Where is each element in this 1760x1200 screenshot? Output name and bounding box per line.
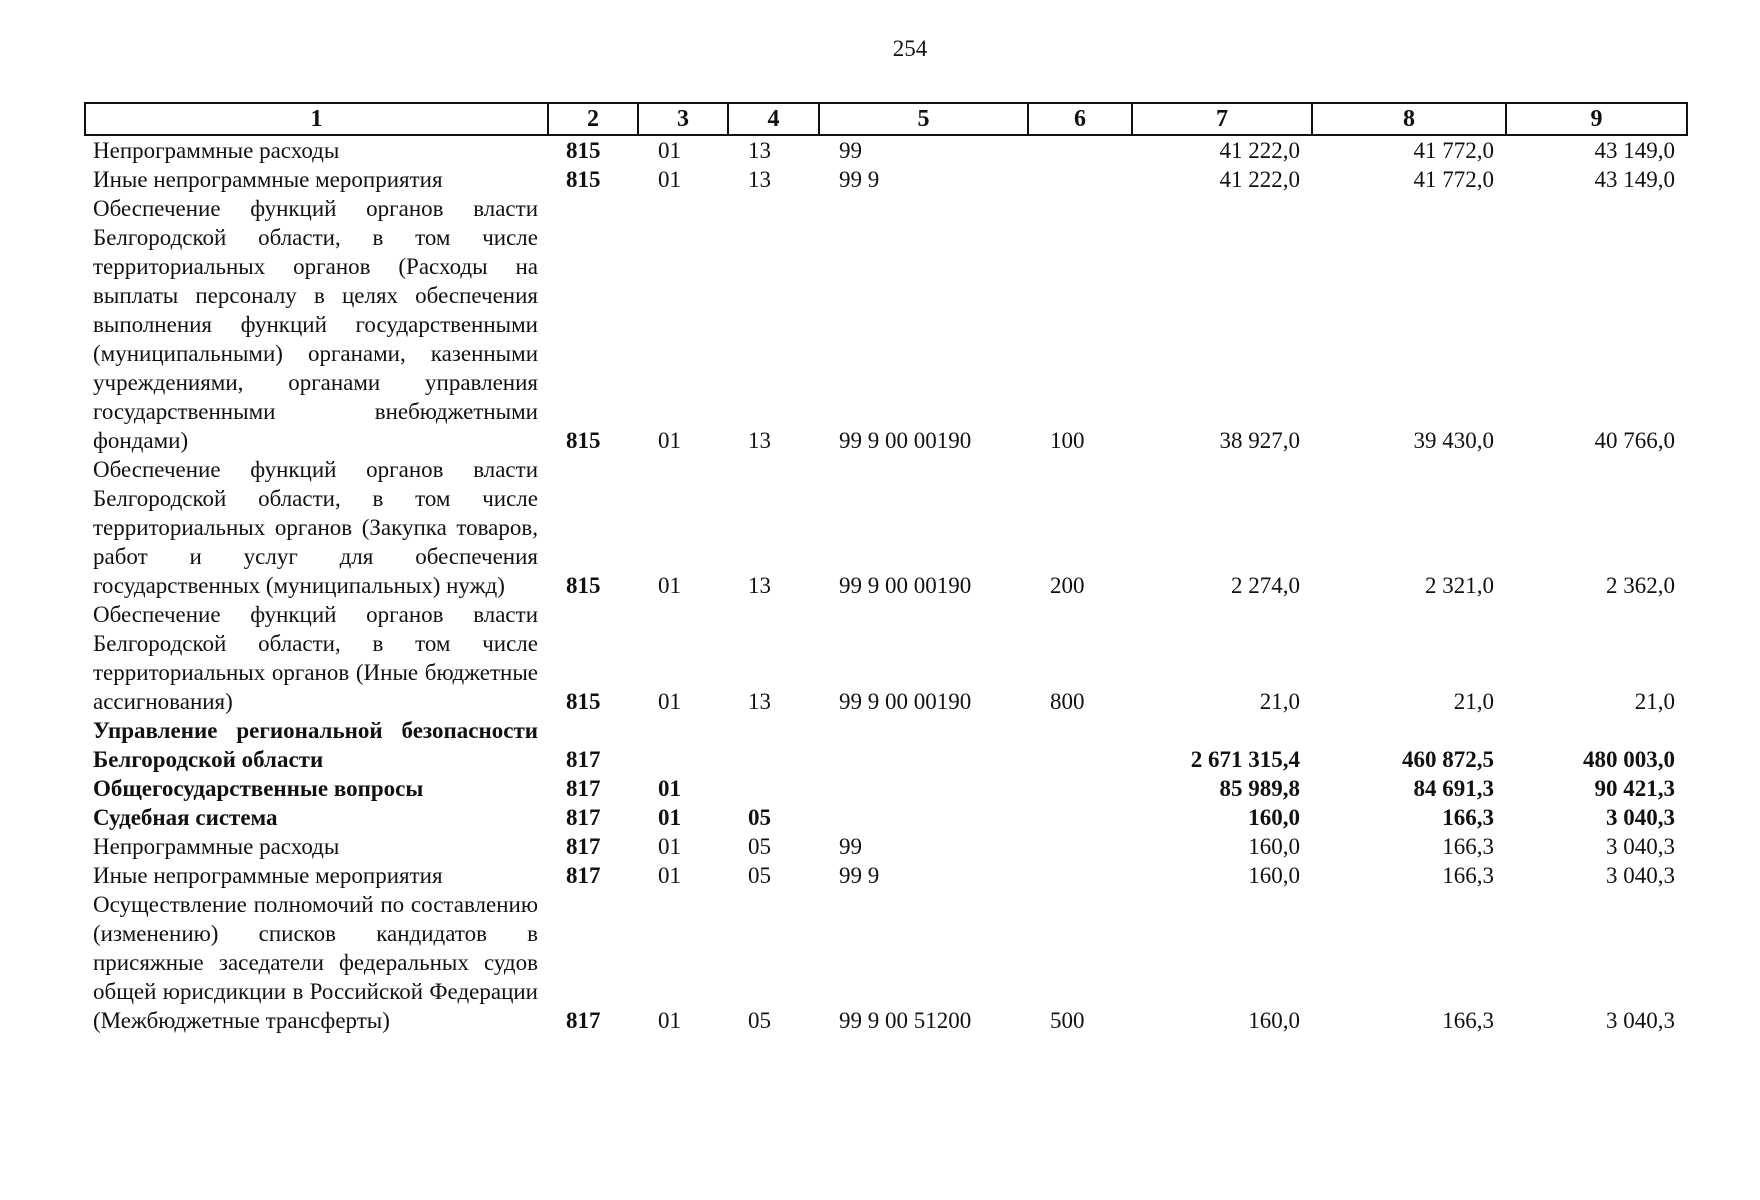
amount-col-8: 21,0 bbox=[1453, 689, 1494, 714]
row-name: Управление региональной безопасности Белгородской области bbox=[93, 718, 538, 772]
table-row bbox=[85, 135, 1687, 165]
expense-type-code: 200 bbox=[1050, 573, 1085, 598]
table-row bbox=[85, 861, 1687, 890]
amount-col-7: 160,0 bbox=[1248, 1008, 1300, 1033]
amount-col-8: 84 691,3 bbox=[1413, 776, 1494, 801]
column-header-4: 4 bbox=[728, 103, 819, 135]
amount-col-9: 43 149,0 bbox=[1594, 167, 1675, 192]
table-row bbox=[85, 774, 1687, 803]
article-code: 99 9 00 51200 bbox=[839, 1008, 972, 1033]
amount-col-7: 38 927,0 bbox=[1219, 428, 1300, 453]
section-code: 01 bbox=[658, 834, 681, 859]
subsection-code: 05 bbox=[748, 863, 771, 888]
amount-col-9: 90 421,3 bbox=[1594, 776, 1675, 801]
column-header-9: 9 bbox=[1506, 103, 1687, 135]
table-header bbox=[85, 103, 1687, 135]
column-header-3: 3 bbox=[638, 103, 728, 135]
amount-col-8: 2 321,0 bbox=[1425, 573, 1494, 598]
subsection-code: 13 bbox=[748, 428, 771, 453]
amount-col-9: 2 362,0 bbox=[1606, 573, 1675, 598]
article-code bbox=[819, 774, 1028, 803]
admin-code: 817 bbox=[566, 776, 601, 801]
amount-col-9: 21,0 bbox=[1634, 689, 1675, 714]
column-header-1: 1 bbox=[85, 103, 548, 135]
table-row bbox=[85, 716, 1687, 774]
admin-code: 815 bbox=[566, 573, 601, 598]
amount-col-8: 41 772,0 bbox=[1413, 138, 1494, 163]
amount-col-7: 2 274,0 bbox=[1231, 573, 1300, 598]
article-code: 99 9 00 00190 bbox=[839, 428, 972, 453]
row-name: Обеспечение функций органов власти Белгородской области, в том числе территориальных органов (Расходы на выплаты персоналу в целях обеспечения выполнения функций государственными (муниципальными) органами, казенными учреждениями, органами управления государственными внебюджетными фондами) bbox=[93, 196, 538, 453]
admin-code: 817 bbox=[566, 1008, 601, 1033]
amount-col-8: 460 872,5 bbox=[1402, 747, 1494, 772]
article-code: 99 9 bbox=[839, 167, 880, 192]
subsection-code bbox=[728, 774, 819, 803]
page-number: 254 bbox=[892, 36, 928, 61]
admin-code: 817 bbox=[566, 747, 601, 772]
amount-col-9: 3 040,3 bbox=[1606, 805, 1675, 830]
column-header-8: 8 bbox=[1312, 103, 1506, 135]
amount-col-9: 43 149,0 bbox=[1594, 138, 1675, 163]
row-name: Общегосударственные вопросы bbox=[93, 776, 424, 801]
amount-col-9: 3 040,3 bbox=[1606, 1008, 1675, 1033]
table-row bbox=[85, 194, 1687, 455]
amount-col-8: 166,3 bbox=[1442, 834, 1494, 859]
row-name: Обеспечение функций органов власти Белгородской области, в том числе территориальных органов (Закупка товаров, работ и услуг для обеспечения государственных (муниципальных) нужд) bbox=[93, 457, 538, 598]
amount-col-7: 41 222,0 bbox=[1219, 167, 1300, 192]
section-code: 01 bbox=[658, 428, 681, 453]
article-code bbox=[819, 803, 1028, 832]
section-code bbox=[638, 716, 728, 774]
expense-type-code bbox=[1028, 803, 1132, 832]
expense-type-code bbox=[1028, 716, 1132, 774]
amount-col-8: 166,3 bbox=[1442, 1008, 1494, 1033]
table-row bbox=[85, 803, 1687, 832]
section-code: 01 bbox=[658, 1008, 681, 1033]
admin-code: 817 bbox=[566, 863, 601, 888]
amount-col-7: 85 989,8 bbox=[1219, 776, 1300, 801]
row-name: Судебная система bbox=[93, 805, 278, 830]
section-code: 01 bbox=[658, 805, 681, 830]
row-name: Непрограммные расходы bbox=[93, 138, 340, 163]
article-code: 99 bbox=[839, 138, 862, 163]
section-code: 01 bbox=[658, 863, 681, 888]
row-name: Иные непрограммные мероприятия bbox=[93, 167, 443, 192]
amount-col-7: 21,0 bbox=[1259, 689, 1300, 714]
expense-type-code bbox=[1028, 165, 1132, 194]
amount-col-8: 41 772,0 bbox=[1413, 167, 1494, 192]
amount-col-8: 166,3 bbox=[1442, 863, 1494, 888]
amount-col-7: 41 222,0 bbox=[1219, 138, 1300, 163]
column-header-5: 5 bbox=[819, 103, 1028, 135]
table-row bbox=[85, 165, 1687, 194]
subsection-code: 13 bbox=[748, 689, 771, 714]
row-name: Непрограммные расходы bbox=[93, 834, 340, 859]
admin-code: 815 bbox=[566, 689, 601, 714]
header-row bbox=[85, 103, 1687, 135]
subsection-code: 05 bbox=[748, 834, 771, 859]
article-code: 99 9 00 00190 bbox=[839, 573, 972, 598]
amount-col-9: 3 040,3 bbox=[1606, 863, 1675, 888]
subsection-code: 13 bbox=[748, 573, 771, 598]
expense-type-code bbox=[1028, 135, 1132, 165]
article-code: 99 bbox=[839, 834, 862, 859]
article-code: 99 9 bbox=[839, 863, 880, 888]
admin-code: 815 bbox=[566, 167, 601, 192]
section-code: 01 bbox=[658, 776, 681, 801]
amount-col-7: 160,0 bbox=[1248, 805, 1300, 830]
expense-type-code: 100 bbox=[1050, 428, 1085, 453]
amount-col-8: 166,3 bbox=[1442, 805, 1494, 830]
amount-col-7: 2 671 315,4 bbox=[1190, 747, 1300, 772]
admin-code: 817 bbox=[566, 834, 601, 859]
table-row bbox=[85, 890, 1687, 1035]
column-header-7: 7 bbox=[1132, 103, 1312, 135]
subsection-code: 05 bbox=[748, 805, 771, 830]
expense-type-code: 500 bbox=[1050, 1008, 1085, 1033]
subsection-code: 05 bbox=[748, 1008, 771, 1033]
column-header-6: 6 bbox=[1028, 103, 1132, 135]
expense-type-code bbox=[1028, 861, 1132, 890]
section-code: 01 bbox=[658, 689, 681, 714]
section-code: 01 bbox=[658, 138, 681, 163]
section-code: 01 bbox=[658, 573, 681, 598]
subsection-code bbox=[728, 716, 819, 774]
table-body bbox=[85, 135, 1687, 1035]
expense-type-code: 800 bbox=[1050, 689, 1085, 714]
row-name: Иные непрограммные мероприятия bbox=[93, 863, 443, 888]
amount-col-9: 3 040,3 bbox=[1606, 834, 1675, 859]
table-row bbox=[85, 832, 1687, 861]
admin-code: 815 bbox=[566, 138, 601, 163]
table-row bbox=[85, 455, 1687, 600]
expense-type-code bbox=[1028, 832, 1132, 861]
table-row bbox=[85, 600, 1687, 716]
subsection-code: 13 bbox=[748, 167, 771, 192]
article-code: 99 9 00 00190 bbox=[839, 689, 972, 714]
admin-code: 817 bbox=[566, 805, 601, 830]
row-name: Осуществление полномочий по составлению (изменению) списков кандидатов в присяжные заседатели федеральных судов общей юрисдикции в Российской Федерации (Межбюджетные трансферты) bbox=[93, 892, 538, 1033]
expense-type-code bbox=[1028, 774, 1132, 803]
row-name: Обеспечение функций органов власти Белгородской области, в том числе территориальных органов (Иные бюджетные ассигнования) bbox=[93, 602, 538, 714]
subsection-code: 13 bbox=[748, 138, 771, 163]
budget-table bbox=[84, 102, 1688, 1035]
amount-col-9: 40 766,0 bbox=[1594, 428, 1675, 453]
article-code bbox=[819, 716, 1028, 774]
amount-col-9: 480 003,0 bbox=[1583, 747, 1675, 772]
column-header-2: 2 bbox=[548, 103, 638, 135]
admin-code: 815 bbox=[566, 428, 601, 453]
amount-col-8: 39 430,0 bbox=[1413, 428, 1494, 453]
amount-col-7: 160,0 bbox=[1248, 834, 1300, 859]
section-code: 01 bbox=[658, 167, 681, 192]
amount-col-7: 160,0 bbox=[1248, 863, 1300, 888]
